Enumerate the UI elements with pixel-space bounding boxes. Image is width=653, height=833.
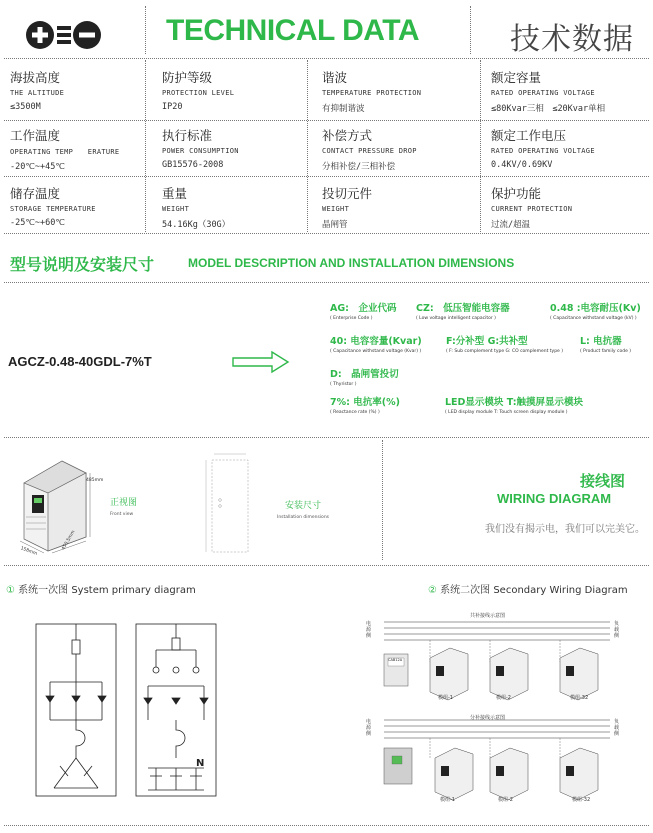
spec-value: -25℃~+60℃	[10, 218, 65, 228]
spec-label-en: POWER CONSUMPTION	[162, 147, 239, 155]
co-compensation-title: 共补接线示意图	[470, 613, 506, 619]
spec-label-cn: 执行标准	[162, 128, 213, 143]
spec-cell	[162, 184, 230, 230]
brand-logo	[24, 18, 104, 52]
spec-label-en: WEIGHT	[322, 205, 350, 213]
module-label: 模组-1	[438, 695, 453, 701]
spec-cell	[322, 184, 372, 230]
spec-cell	[10, 68, 64, 112]
model-item-title: F:分补型 G:共补型	[446, 336, 528, 347]
power-side-label: 源	[366, 725, 372, 731]
spec-label-cn: 工作温度	[10, 128, 61, 143]
spec-label-en: OPERATING TEMP ERATURE	[10, 148, 120, 156]
primary-diagram-title: ① 系统一次图 System primary diagram	[6, 585, 196, 596]
install-drawing	[200, 448, 260, 562]
model-item-sub: ( Thyristor )	[330, 382, 357, 387]
spec-value: 晶闸管	[322, 220, 348, 230]
spec-label-cn: 海拔高度	[10, 70, 61, 85]
module-label: 模组-2	[496, 695, 511, 701]
spec-label-en: TEMPERATURE PROTECTION	[322, 89, 422, 97]
wiring-title-cn: 接线图	[580, 472, 626, 490]
wiring-title-en: WIRING DIAGRAM	[497, 491, 612, 506]
model-item	[330, 366, 399, 387]
model-item-title: 0.48 :电容耐压(Kv)	[550, 303, 641, 314]
model-item-title: CZ: 低压智能电容器	[416, 303, 510, 314]
spec-label-cn: 补偿方式	[322, 128, 373, 143]
spec-cell	[491, 126, 595, 170]
model-item-title: LED显示模块 T:触摸屏显示模块	[445, 397, 583, 408]
model-item-sub: ( Enterprise Code )	[330, 316, 373, 321]
spec-value: 过流/超温	[491, 220, 531, 230]
module-label: 模组-2	[498, 797, 513, 803]
power-side-label: 电	[366, 719, 372, 725]
model-item	[550, 300, 641, 321]
load-side-label: 侧	[614, 633, 620, 639]
module-label: 模组-32	[572, 797, 591, 803]
load-side-label: 载	[614, 725, 620, 731]
controller-label: CAB12A	[388, 658, 403, 662]
load-side-label: 负	[614, 621, 620, 627]
dim-width: 158mm	[19, 546, 38, 557]
load-side-label: 载	[614, 627, 620, 633]
model-item-title: AG: 企业代码	[330, 303, 397, 314]
model-item-sub: ( Product family code )	[580, 349, 632, 354]
power-side-label: 侧	[366, 731, 372, 737]
spec-cell	[491, 68, 605, 114]
model-item-sub: ( Capacitance withstand voltage (kV) )	[550, 316, 637, 321]
model-item-title: 7%: 电抗率(%)	[330, 397, 400, 408]
spec-value: 分相补偿/三相补偿	[322, 162, 396, 172]
spec-label-cn: 保护功能	[491, 186, 542, 201]
spec-label-cn: 防护等级	[162, 70, 213, 85]
primary-diagram	[30, 618, 220, 807]
front-view-caption: 正视图 Front view	[110, 498, 138, 517]
technical-data-title: TECHNICAL DATA	[166, 14, 419, 47]
spec-value: 54.16Kg（30G）	[162, 220, 231, 230]
wiring-slogan: 我们没有揭示电，我们可以完美它。	[485, 524, 645, 535]
spec-label-en: STORAGE TEMPERATURE	[10, 205, 96, 213]
spec-value: ≤80Kvar三相 ≤20Kvar单相	[491, 104, 606, 114]
spec-cell	[491, 184, 572, 230]
load-side-label: 侧	[614, 731, 620, 737]
model-item-sub: ( LED display module T: Touch screen display module )	[445, 410, 568, 415]
model-title-en: MODEL DESCRIPTION AND INSTALLATION DIMENSIONS	[188, 256, 515, 270]
model-item	[330, 333, 422, 354]
model-code: AGCZ-0.48-40GDL-7%T	[8, 354, 152, 369]
arrow-icon	[232, 351, 290, 377]
model-item-title: 40: 电容容量(Kvar)	[330, 336, 422, 347]
spec-label-en: RATED OPERATING VOLTAGE	[491, 89, 595, 97]
spec-label-cn: 投切元件	[322, 186, 373, 201]
secondary-diagram-title: ② 系统二次图 Secondary Wiring Diagram	[428, 585, 628, 596]
spec-value: ≤3500M	[10, 102, 41, 112]
spec-label-cn: 重量	[162, 186, 188, 201]
model-item	[445, 394, 583, 415]
spec-value: 有抑制谐波	[322, 104, 365, 114]
spec-label-cn: 额定工作电压	[491, 128, 567, 143]
model-item-sub: ( Low voltage intelligent capacitor )	[416, 316, 496, 321]
spec-cell	[162, 68, 234, 112]
spec-label-en: CURRENT PROTECTION	[491, 205, 573, 213]
model-item	[416, 300, 510, 321]
spec-value: -20℃~+45℃	[10, 162, 65, 172]
spec-cell	[162, 126, 239, 170]
neutral-label: N	[196, 758, 205, 769]
technical-data-title-cn: 技术数据	[510, 22, 634, 57]
spec-label-cn: 储存温度	[10, 186, 61, 201]
spec-value: IP20	[162, 102, 183, 112]
dim-height: 485mm	[86, 478, 104, 483]
spec-label-en: CONTACT PRESSURE DROP	[322, 147, 417, 155]
power-side-label: 侧	[366, 633, 372, 639]
spec-label-cn: 谐波	[322, 70, 348, 85]
spec-value: 0.4KV/0.69KV	[491, 160, 553, 170]
spec-label-en: THE ALTITUDE	[10, 89, 65, 97]
spec-label-en: RATED OPERATING VOLTAGE	[491, 147, 595, 155]
spec-label-en: WEIGHT	[162, 205, 190, 213]
model-title-cn: 型号说明及安装尺寸	[10, 255, 155, 274]
spec-value: GB15576-2008	[162, 160, 224, 170]
power-side-label: 源	[366, 627, 372, 633]
model-item	[330, 394, 400, 415]
install-caption: 安装尺寸 Installation dimensions	[277, 501, 330, 520]
dim-depth: 450.5mm	[61, 529, 77, 552]
model-item-sub: ( F: Sub complement type G: CO complement type )	[446, 349, 564, 354]
secondary-diagram	[360, 618, 645, 812]
model-item	[330, 300, 396, 321]
model-item-title: D: 晶闸管投切	[330, 369, 399, 380]
spec-label-en: PROTECTION LEVEL	[162, 89, 235, 97]
module-label: 模组-1	[440, 797, 455, 803]
load-side-label: 负	[614, 719, 620, 725]
model-item	[580, 333, 631, 354]
spec-cell	[10, 184, 96, 228]
model-item-sub: ( Capacitance withstand voltage (Kvar) )	[330, 349, 422, 354]
model-item-sub: ( Reactance rate (%) )	[330, 410, 380, 415]
sub-compensation-title: 分补接线示意图	[470, 715, 506, 721]
module-label: 模组-32	[570, 695, 589, 701]
power-side-label: 电	[366, 621, 372, 627]
spec-cell	[322, 68, 421, 114]
spec-cell	[322, 126, 417, 172]
spec-label-cn: 额定容量	[491, 70, 542, 85]
spec-cell	[10, 126, 119, 172]
model-item-title: L: 电抗器	[580, 336, 622, 347]
model-item	[446, 333, 563, 354]
